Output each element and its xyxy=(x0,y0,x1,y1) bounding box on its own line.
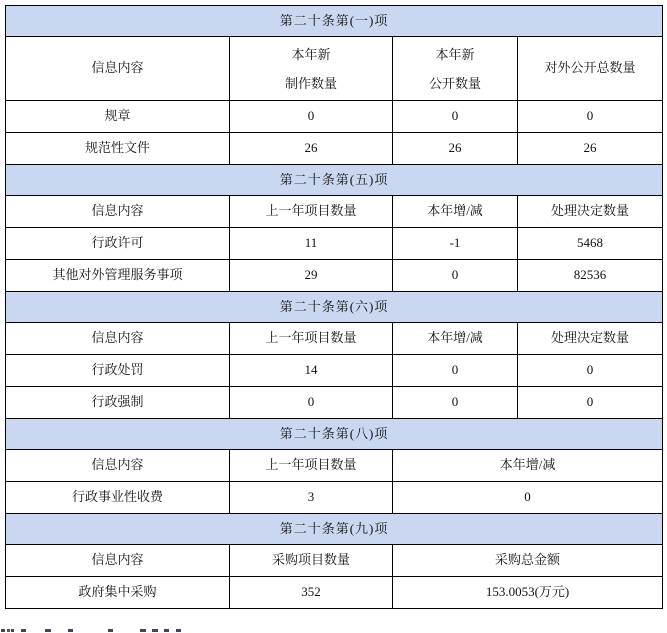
column-header-row xyxy=(6,450,663,482)
clipped-text-fragments xyxy=(0,628,300,633)
column-header-row xyxy=(6,37,663,101)
column-header: 本年增/减 xyxy=(393,196,518,228)
clipped-text-fragment xyxy=(152,629,158,632)
value-cell: 0 xyxy=(393,260,518,292)
column-header: 本年增/减 xyxy=(393,323,518,355)
value-cell: 26 xyxy=(230,133,393,165)
table-row xyxy=(6,228,663,260)
column-header: 本年增/减 xyxy=(393,450,663,482)
column-header xyxy=(230,37,393,101)
section-title-row xyxy=(6,514,663,545)
column-header: 处理决定数量 xyxy=(518,196,663,228)
table-row xyxy=(6,101,663,133)
value-cell: 0 xyxy=(518,387,663,419)
value-cell: 0 xyxy=(230,387,393,419)
clipped-text-fragment xyxy=(21,629,26,632)
value-cell: 0 xyxy=(393,387,518,419)
section-title: 第二十条第(九)项 xyxy=(6,514,663,545)
clipped-text-fragment xyxy=(68,629,73,632)
value-cell: 0 xyxy=(518,355,663,387)
column-header-row xyxy=(6,323,663,355)
section-title: 第二十条第(六)项 xyxy=(6,292,663,323)
row-label: 规章 xyxy=(6,101,230,133)
clipped-text-fragment xyxy=(176,629,181,632)
value-cell: 11 xyxy=(230,228,393,260)
column-header-line: 制作数量 xyxy=(284,75,337,91)
section-title: 第二十条第(八)项 xyxy=(6,419,663,450)
disclosure-report-table xyxy=(5,5,663,609)
column-header: 上一年项目数量 xyxy=(230,196,393,228)
column-header: 上一年项目数量 xyxy=(230,450,393,482)
value-cell: 0 xyxy=(393,355,518,387)
row-label: 行政强制 xyxy=(6,387,230,419)
section-title: 第二十条第(一)项 xyxy=(6,6,663,37)
section-title-row xyxy=(6,419,663,450)
column-header: 采购总金额 xyxy=(393,545,663,577)
section-title-row xyxy=(6,165,663,196)
table-row xyxy=(6,133,663,165)
column-header-line: 本年新 xyxy=(435,46,475,62)
column-header-line: 公开数量 xyxy=(428,75,481,91)
clipped-text-fragment xyxy=(164,629,169,632)
value-cell: 14 xyxy=(230,355,393,387)
clipped-text-fragment xyxy=(45,629,51,632)
value-cell: 153.0053(万元) xyxy=(393,577,663,609)
clipped-text-fragment xyxy=(140,629,146,632)
column-header-row xyxy=(6,545,663,577)
value-cell: 352 xyxy=(230,577,393,609)
column-header: 信息内容 xyxy=(6,196,230,228)
table-row xyxy=(6,387,663,419)
clipped-text-fragment xyxy=(7,629,10,632)
clipped-text-fragment xyxy=(1,629,5,632)
table-row xyxy=(6,577,663,609)
row-label: 规范性文件 xyxy=(6,133,230,165)
section-title: 第二十条第(五)项 xyxy=(6,165,663,196)
section-title-row xyxy=(6,292,663,323)
value-cell: 26 xyxy=(518,133,663,165)
column-header-line: 本年新 xyxy=(291,46,331,62)
table-row xyxy=(6,355,663,387)
value-cell: 0 xyxy=(518,101,663,133)
column-header xyxy=(393,37,518,101)
column-header: 采购项目数量 xyxy=(230,545,393,577)
value-cell: 5468 xyxy=(518,228,663,260)
value-cell: 0 xyxy=(230,101,393,133)
row-label: 行政处罚 xyxy=(6,355,230,387)
column-header: 上一年项目数量 xyxy=(230,323,393,355)
column-header: 信息内容 xyxy=(6,37,230,101)
row-label: 政府集中采购 xyxy=(6,577,230,609)
row-label: 其他对外管理服务事项 xyxy=(6,260,230,292)
value-cell: 0 xyxy=(393,482,663,514)
section-title-row xyxy=(6,6,663,37)
row-label: 行政许可 xyxy=(6,228,230,260)
table-row xyxy=(6,260,663,292)
column-header: 对外公开总数量 xyxy=(518,37,663,101)
column-header: 信息内容 xyxy=(6,450,230,482)
column-header: 信息内容 xyxy=(6,323,230,355)
value-cell: 0 xyxy=(393,101,518,133)
value-cell: 29 xyxy=(230,260,393,292)
value-cell: 3 xyxy=(230,482,393,514)
column-header: 处理决定数量 xyxy=(518,323,663,355)
clipped-text-fragment xyxy=(11,629,14,632)
column-header: 信息内容 xyxy=(6,545,230,577)
row-label: 行政事业性收费 xyxy=(6,482,230,514)
value-cell: 26 xyxy=(393,133,518,165)
clipped-text-fragment xyxy=(108,629,113,632)
value-cell: -1 xyxy=(393,228,518,260)
table-row xyxy=(6,482,663,514)
value-cell: 82536 xyxy=(518,260,663,292)
column-header-row xyxy=(6,196,663,228)
